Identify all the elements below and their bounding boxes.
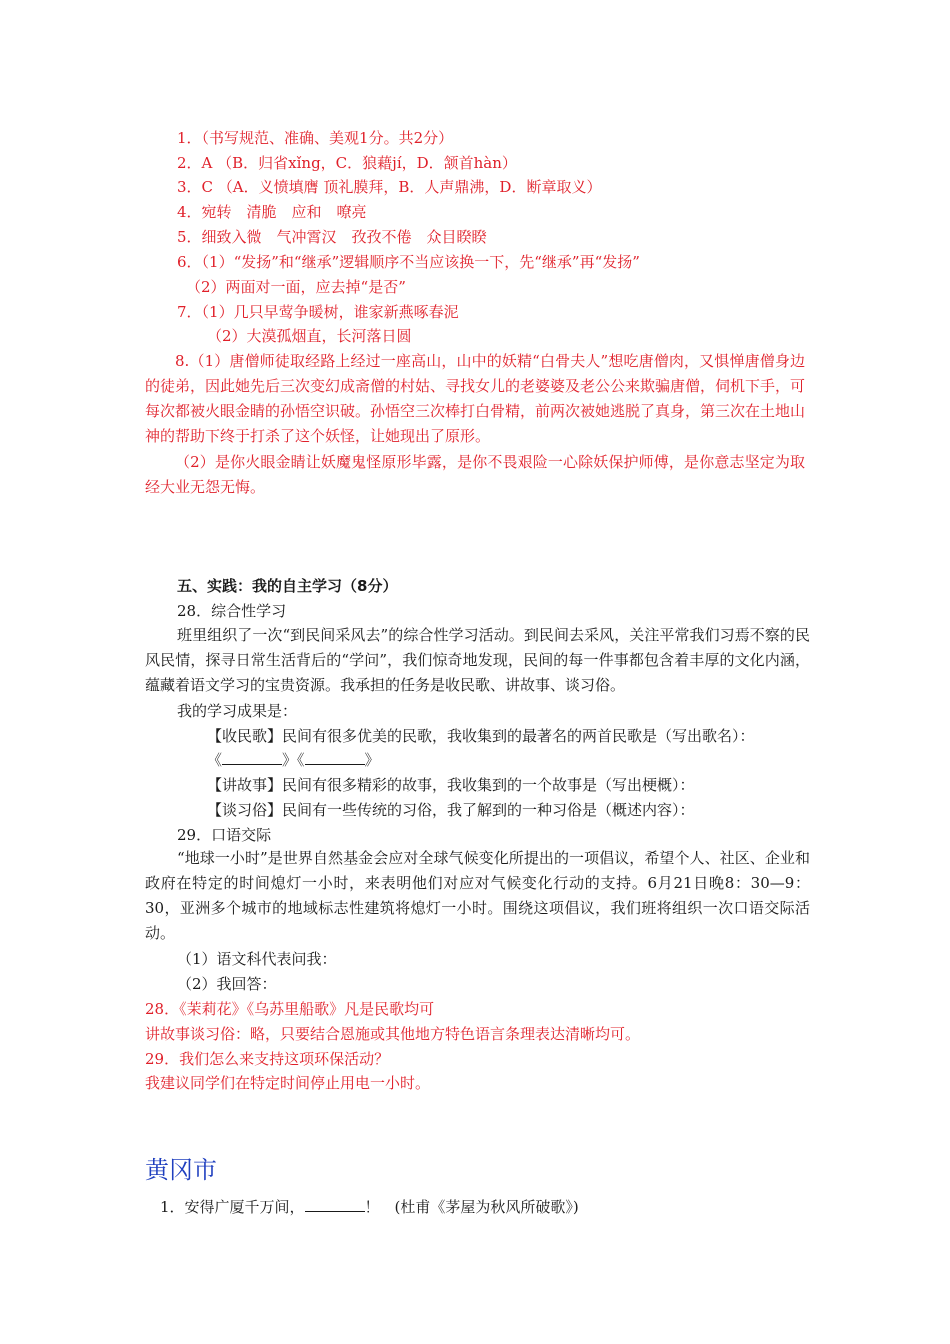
answer-8-part1: 8.（1）唐僧师徒取经路上经过一座高山，山中的妖精“白骨夫人”想吃唐僧肉，又惧惮唐僧身边的徒弟，因此她先后三次变幻成斋僧的村姑、寻找女儿的老婆婆及老公公来欺骗唐僧，伺机下手，可每次都被火眼金睛的孙悟空识破。孙悟空三次棒打白骨精，前两次被她逃脱了真身，第三次在土地山神的帮助下终于打杀了这个妖怪，让她现出了原形。 bbox=[145, 352, 806, 445]
answer-2: 2．A （B．归省xǐng，C．狼藉jí，D．颔首hàn） bbox=[177, 154, 517, 172]
song-mid-bracket: 》《 bbox=[282, 751, 305, 769]
q1-blank[interactable] bbox=[305, 1197, 365, 1212]
answer-7-part1: 7．（1）几只早莺争暖树，谁家新燕啄春泥 bbox=[177, 303, 459, 321]
q28-results-label: 我的学习成果是： bbox=[177, 702, 298, 720]
answer-28-line2: 讲故事谈习俗：略，只要结合恩施或其他地方特色语言条理表达清晰均可。 bbox=[145, 1025, 641, 1043]
answer-6-part2: （2）两面对一面，应去掉“是否” bbox=[186, 278, 406, 296]
answer-3: 3．C （A．义愤填膺 顶礼膜拜，B．人声鼎沸，D．断章取义） bbox=[177, 178, 602, 196]
q28-talk-customs: 【谈习俗】民间有一些传统的习俗，我了解到的一种习俗是（概述内容）： bbox=[207, 801, 695, 819]
q28-title: 28．综合性学习 bbox=[177, 602, 287, 620]
q28-songs-blanks bbox=[207, 750, 380, 770]
q29-title: 29．口语交际 bbox=[177, 826, 272, 844]
q29-question-2: （2）我回答： bbox=[177, 975, 277, 993]
answer-7-part2: （2）大漠孤烟直，长河落日圆 bbox=[207, 327, 412, 345]
q29-question-1: （1）语文科代表问我： bbox=[177, 950, 337, 968]
q28-paragraph: 班里组织了一次“到民间采风去”的综合性学习活动。到民间去采风，关注平常我们习焉不察的民风民情，探寻日常生活背后的“学问”，我们惊奇地发现，民间的每一件事都包含着丰厚的文化内涵，蕴藏着语文学习的宝贵资源。我承担的任务是收民歌、讲故事、谈习俗。 bbox=[145, 626, 810, 694]
answer-4: 4．宛转 清脆 应和 嘹亮 bbox=[177, 203, 367, 221]
answer-5: 5．细致入微 气冲霄汉 孜孜不倦 众目睽睽 bbox=[177, 228, 487, 246]
q29-paragraph: “地球一小时”是世界自然基金会应对全球气候变化所提出的一项倡议，希望个人、社区、企业和政府在特定的时间熄灯一小时，来表明他们对应对气候变化行动的支持。6月21日晚8：30—9：30，亚洲多个城市的地域标志性建筑将熄灯一小时。围绕这项倡议，我们班将组织一次口语交际活动。 bbox=[145, 849, 810, 942]
answer-1: 1．（书写规范、准确、美观1分。共2分） bbox=[177, 129, 454, 147]
q1-prefix: 1．安得广厦千万间， bbox=[160, 1198, 305, 1216]
song-open-bracket: 《 bbox=[207, 751, 223, 769]
answer-6-part1: 6．（1）“发扬”和“继承”逻辑顺序不当应该换一下，先“继承”再“发扬” bbox=[177, 253, 640, 271]
q28-collect-songs: 【收民歌】民间有很多优美的民歌，我收集到的最著名的两首民歌是（写出歌名）： bbox=[207, 727, 755, 745]
answer-29-line2: 我建议同学们在特定时间停止用电一小时。 bbox=[145, 1074, 431, 1092]
city-heading: 黄冈市 bbox=[145, 1156, 217, 1184]
answer-8-part2: （2）是你火眼金睛让妖魔鬼怪原形毕露，是你不畏艰险一心除妖保护师傅，是你意志坚定为取经大业无怨无悔。 bbox=[145, 453, 805, 496]
song-close-bracket: 》 bbox=[364, 751, 380, 769]
section-heading: 五、实践：我的自主学习（8分） bbox=[177, 577, 398, 595]
song-blank-1[interactable] bbox=[222, 750, 282, 765]
song-blank-2[interactable] bbox=[305, 750, 365, 765]
answer-28-line1: 28．《茉莉花》《乌苏里船歌》凡是民歌均可 bbox=[145, 1000, 435, 1018]
q1-suffix: ！ (杜甫《茅屋为秋风所破歌》) bbox=[364, 1198, 579, 1216]
huanggang-q1 bbox=[160, 1197, 579, 1217]
answer-29-line1: 29．我们怎么来支持这项环保活动？ bbox=[145, 1050, 390, 1068]
q28-tell-story: 【讲故事】民间有很多精彩的故事，我收集到的一个故事是（写出梗概）： bbox=[207, 776, 695, 794]
